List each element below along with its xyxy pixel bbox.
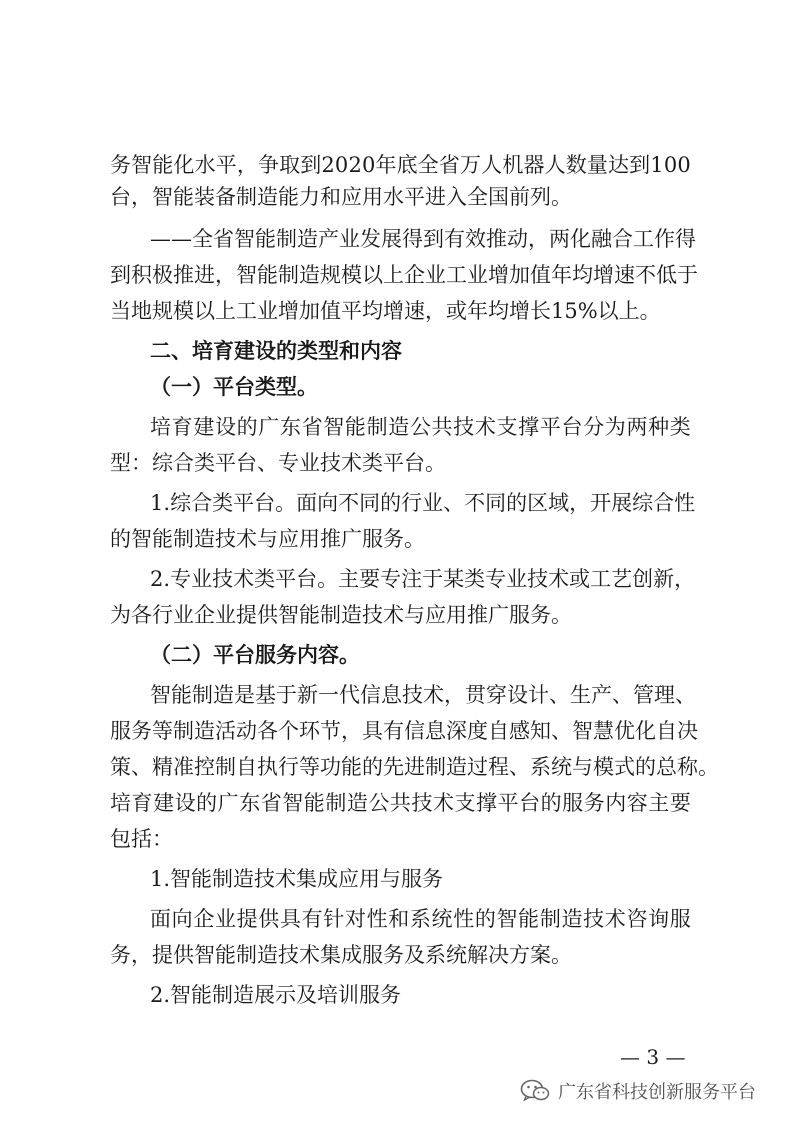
text-line: 2.智能制造展示及培训服务 bbox=[150, 983, 402, 1007]
text-line: 二、培育建设的类型和内容 bbox=[150, 339, 402, 363]
wechat-icon bbox=[520, 1078, 550, 1104]
text-line: 务 智 能 化 水 平 ， 争 取 到 2 0 2 0 年 底 全 省 万 人 机 器 人 数 量 达 到 1 0 0 bbox=[110, 153, 691, 177]
text-line: 面 向 企 业 提 供 具 有 针 对 性 和 系 统 性 的 智 能 制 造 技 术 咨 询 服 bbox=[150, 907, 691, 931]
text-line: 务，提供智能制造技术集成服务及系统解决方案。 bbox=[110, 943, 572, 967]
text-line: 的智能制造技术与应用推广服务。 bbox=[110, 527, 425, 551]
text-line: 智 能 制 造 是 基 于 新 一 代 信 息 技 术 ， 贯 穿 设 计 、 生 产 、 管 理 、 bbox=[150, 683, 696, 707]
text-line: 包括： bbox=[110, 827, 173, 851]
text-line: 1.智能制造技术集成应用与服务 bbox=[150, 867, 444, 891]
text-line: 1 . 综 合 类 平 台 。 面 向 不 同 的 行 业 、 不 同 的 区 域 ， 开 展 综 合 性 bbox=[150, 491, 696, 515]
text-line: 培 育 建 设 的 广 东 省 智 能 制 造 公 共 技 术 支 撑 平 台 分 为 两 种 类 bbox=[150, 415, 691, 439]
text-line: 培 育 建 设 的 广 东 省 智 能 制 造 公 共 技 术 支 撑 平 台 的 服 务 内 容 主 要 bbox=[110, 791, 691, 815]
text-line: 当地规模以上工业增加值平均增速，或年均增长15%以上。 bbox=[110, 299, 661, 323]
text-line: 为各行业企业提供智能制造技术与应用推广服务。 bbox=[110, 603, 572, 627]
text-line: （一）平台类型。 bbox=[150, 374, 318, 399]
text-line: 台，智能装备制造能力和应用水平进入全国前列。 bbox=[110, 185, 572, 209]
watermark-text: 广东省科技创新服务平台 bbox=[558, 1082, 756, 1103]
page-number: — 3 — bbox=[620, 1045, 686, 1069]
text-line: 型：综合类平台、专业技术类平台。 bbox=[110, 451, 446, 475]
text-line: 策 、 精 准 控 制 自 执 行 等 功 能 的 先 进 制 造 过 程 、 系 统 与 模 式 的 总 称 。 bbox=[110, 755, 719, 779]
text-line: 到 积 极 推 进 ， 智 能 制 造 规 模 以 上 企 业 工 业 增 加 值 年 均 增 速 不 低 于 bbox=[110, 263, 698, 287]
text-line: — — 全 省 智 能 制 造 产 业 发 展 得 到 有 效 推 动 ， 两 化 融 合 工 作 得 bbox=[150, 227, 696, 251]
text-line: 服 务 等 制 造 活 动 各 个 环 节 ， 具 有 信 息 深 度 自 感 知 、 智 慧 优 化 自 决 bbox=[110, 719, 698, 743]
watermark bbox=[520, 1073, 756, 1109]
text-line: 2 . 专 业 技 术 类 平 台 。 主 要 专 注 于 某 类 专 业 技 术 或 工 艺 创 新 ， bbox=[150, 567, 696, 591]
text-line: （二）平台服务内容。 bbox=[150, 642, 360, 667]
